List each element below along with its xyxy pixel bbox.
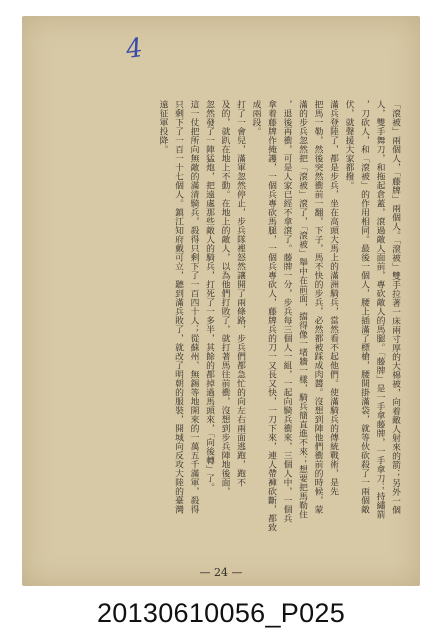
text-column: 滿兵登陸了，都是步兵，坐在高頭大馬上的滿洲騎兵，當然看不起他們。使滿騎兵的傳統戰術，是先: [328, 100, 338, 496]
text-column: 及的，就趴在地上不動。在地上的敵人，以為他們打敗了，就打著馬往前衝，沒想到步兵陣地後面，: [219, 100, 230, 496]
text-column: 「滾被」兩個人，「藤牌」兩個人。「滾被」雙手拉著一床兩寸厚的大棉被，向着敵人射來的箭；另外一個: [390, 100, 400, 515]
text-column: 滿的步兵忽然把「滾被」滾了，「滾被」舉中在前面，擋得像一堵牆一樣，騎兵簡直進不來；想要把馬勒住: [297, 100, 307, 519]
vertical-text-body: [50, 100, 402, 540]
text-column: 只剩下了一百一十七個人。鎮江知府戴可立，聽到滿兵敗了，就改了明朝的服裝，開城向反攻大陸的臺灣: [173, 100, 183, 514]
text-column: 伏，就聲援大家都撥。: [343, 100, 354, 190]
text-column: 把馬一勒，然後突然衝前一翻，下子，馬不快的步兵，必然都被踩成肉醬。沒想到陣他們衝前的時候，蒙: [312, 100, 323, 514]
text-column: 這一仗把所向無敵的滿清騎兵，殺得只剩下了一百四十人；從蘇州、無錫等地開來的一萬五千滿軍，殺得: [188, 100, 199, 514]
book-page: [22, 16, 420, 586]
text-column: 遠征軍投降。: [157, 100, 168, 154]
image-id-caption: 20130610056_P025: [96, 598, 346, 628]
text-column: ，刀砍人，和「滾被」的作用相同。最後一個人，腰上插滿了標槍，腰間掛滿袋，就等伙砍殺了一兩個敵: [359, 100, 369, 514]
handwritten-mark: 4: [123, 32, 145, 66]
text-column: 拿着藤牌作掩護，一個兵專砍馬腿，一個兵專砍人，藤牌兵的刀一又長又快，一刀下來，連人帶褲砍斷，都致: [266, 100, 276, 532]
text-column: 忽然發了一陣猛炮，把遠處那些敵人的騎兵，打死了一多半，其餘的都掉過馬頭來，「向後轉」了。: [204, 100, 214, 492]
text-column: ，退後再衝，可是人家已經不拿滾了。藤牌一分，步兵每三個人一組，一起向騎兵衝來，三個人中，一個兵: [281, 100, 292, 523]
text-column: 成兩段。: [250, 100, 261, 136]
page-number: — 24 —: [199, 566, 243, 579]
text-column: 人，雙手舞刀，和拖起倉蓋，滾過敵人面前，專砍敵人的馬腿。「藤牌」是一手拿藤牌，一手拿刀；持繡箭: [374, 100, 385, 519]
text-column: 打了一會兒，滿軍忽然停止，步兵隊裡怒然讓開了兩條路，步兵們都急忙的向左右兩面逃跑，跑不: [235, 100, 245, 487]
